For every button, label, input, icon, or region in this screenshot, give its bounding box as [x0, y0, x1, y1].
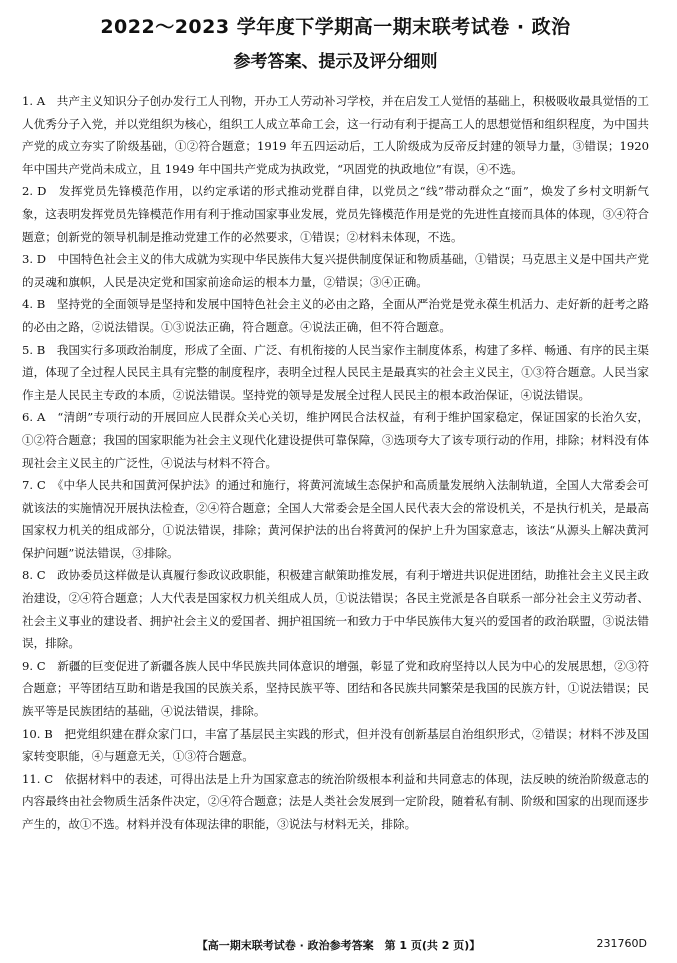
- answer-item-7: 7. C 《中华人民共和国黄河保护法》的通过和施行，将黄河流域生态保护和高质量发展纳入法制轨道，全国人大常委会可就该法的实施情况开展执法检查，②④符合题意；全国人大常委会是全国人民代表大会的常设机关，不是执行机关，是最高国家权力机关的组成部分，①说法错误，排除；黄河保护法的出台将黄河的保护上升为国家意志，该法“从源头上解决黄河保护问题”说法错误，③排除。: [22, 478, 649, 560]
- answer-item-2: 2. D 发挥党员先锋模范作用，以约定承诺的形式推动党群自律，以党员之“线”带动群众之“面”，焕发了乡村文明新气象，这表明发挥党员先锋模范作用有利于推动国家事业发展，党员先锋模范作用是党的先进性直接而具体的体现，③④符合题意；创新党的领导机制是推动党建工作的必然要求，①错误；②材料未体现，不选。: [22, 184, 649, 244]
- page-title: 2022～2023 学年度下学期高一期末联考试卷 · 政治: [100, 16, 571, 38]
- answer-item-3: 3. D 中国特色社会主义的伟大成就为实现中华民族伟大复兴提供制度保证和物质基础，①错误；马克思主义是中国共产党的灵魂和旗帜，人民是决定党和国家前途命运的根本力量，②错误；③④正确。: [22, 252, 649, 289]
- answer-item-11: 11. C 依据材料中的表述，可得出法是上升为国家意志的统治阶级根本利益和共同意志的体现，法反映的统治阶级意志的内容最终由社会物质生活条件决定，②④符合题意；法是人类社会发展到一定阶段，随着私有制、阶级和国家的出现而逐步产生的，故①不选。材料并没有体现法律的职能，③说法与材料无关，排除。: [22, 771, 649, 831]
- answer-item-4: 4. B 坚持党的全面领导是坚持和发展中国特色社会主义的必由之路，全面从严治党是党永葆生机活力、走好新的赶考之路的必由之路，②说法错误。①③说法正确，符合题意。④说法正确，但不符合题意。: [22, 297, 649, 334]
- page-footer: [0, 937, 677, 953]
- answer-list: [22, 90, 649, 836]
- answer-item-8: 8. C 政协委员这样做是认真履行参政议政职能，积极建言献策助推发展，有利于增进共识促进团结，助推社会主义民主政治建设，②④符合题意；人大代表是国家权力机关组成人员，①说法错误；各民主党派是各自联系一部分社会主义劳动者、社会主义事业的建设者、拥护社会主义的爱国者、拥护祖国统一和致力于中华民族伟大复兴的爱国者的政治联盟，③说法错误，排除。: [22, 568, 649, 651]
- answer-item-5: 5. B 我国实行多项政治制度，形成了全面、广泛、有机衔接的人民当家作主制度体系，构建了多样、畅通、有序的民主渠道，体现了全过程人民民主具有完整的制度程序，表明全过程人民民主是最真实的社会主义民主，①③符合题意。人民当家作主是人民民主专政的本质，②说法错误。坚持党的领导是发展全过程人民民主的根本政治保证，④说法错误。: [22, 342, 649, 402]
- answer-item-10: 10. B 把党组织建在群众家门口，丰富了基层民主实践的形式，但并没有创新基层自治组织形式，②错误；材料不涉及国家转变职能，④与题意无关，①③符合题意。: [22, 726, 649, 764]
- answer-item-6: 6. A “清朗”专项行动的开展回应人民群众关心关切，维护网民合法权益，有利于维护国家稳定，保证国家的长治久安，①②符合题意；我国的国家职能为社会主义现代化建设提供可靠保障，③选项夸大了该专项行动的作用，排除；材料没有体现社会主义民主的广泛性，④说法与材料不符合。: [22, 410, 649, 470]
- page-subtitle: 参考答案、提示及评分细则: [233, 52, 438, 72]
- footer-doc-code: 231760D: [596, 937, 647, 950]
- footer-page-info: 【高一期末联考试卷 · 政治参考答案 第 1 页(共 2 页)】: [196, 939, 481, 952]
- answer-item-9: 9. C 新疆的巨变促进了新疆各族人民中华民族共同体意识的增强，彰显了党和政府坚持以人民为中心的发展思想，②③符合题意；平等团结互助和谐是我国的民族关系，坚持民族平等、团结和各民族共同繁荣是我国的民族方针，①说法错误；民族平等是民族团结的基础，④说法错误，排除。: [22, 658, 649, 719]
- answer-item-1: 1. A 共产主义知识分子创办发行工人刊物，开办工人劳动补习学校，并在启发工人觉悟的基础上，积极吸收最具觉悟的工人优秀分子入党，并以党组织为核心，组织工人成立革命工会，这一行动有利于提高工人的思想觉悟和组织程度，为中国共产党的成立夯实了阶级基础，①②符合题意；1919 年五四运动后，工人阶级成为反帝反封建的领导力量，③错误；1920 年中国共产党尚未成立，且 1949 年中国共产党成为执政党，“巩固党的执政地位”有误，④不选。: [22, 94, 649, 176]
